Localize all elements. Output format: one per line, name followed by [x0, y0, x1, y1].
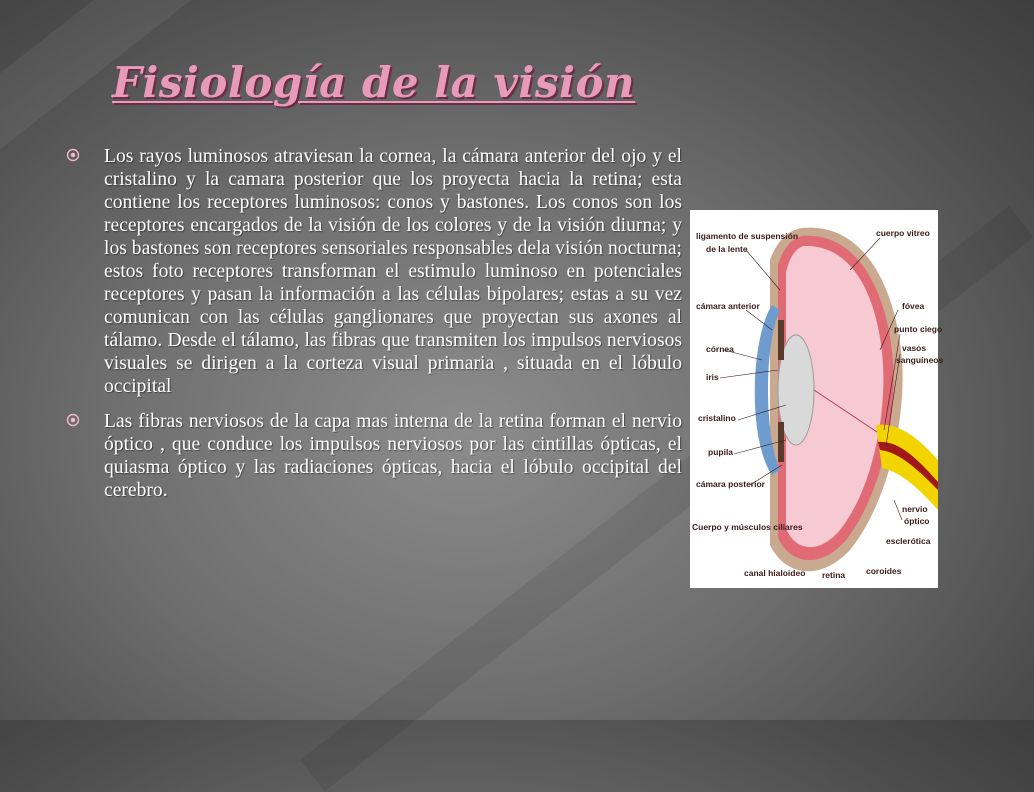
label-esclerotica: esclerótica [886, 536, 931, 546]
label-camara-posterior: cámara posterior [696, 479, 765, 489]
label-ligamento-2: de la lente [706, 244, 748, 254]
label-cuerpo-vitreo: cuerpo vitreo [876, 228, 930, 238]
label-sanguineos: sanguíneos [896, 355, 944, 365]
bullet-text: Los rayos luminosos atraviesan la cornea, la cámara anterior del ojo y el cristalino y la camara posterior que los proyecta hacia la retina; esta contiene los receptores luminosos: conos y bastones. Los conos son los receptores encargados de la visión de los colores y de la visión diurna; y los bastones son receptores sensoriales responsables dela visión nocturna; estos foto receptores transforman el estimulo luminoso en potenciales receptores y pasan la información a las células bipolares; estas a su vez comunican con las células ganglionares que proyectan sus axones al tálamo. Desde el tálamo, las fibras que transmiten los impulsos nerviosos visuales se dirigen a la corteza visual primaria , situada en el lóbulo occipital [104, 146, 682, 397]
optic-nerve-shape [876, 425, 938, 510]
label-cuerpo-ciliares: Cuerpo y músculos ciliares [692, 522, 803, 532]
eye-diagram-svg [690, 210, 944, 588]
bullet-item [66, 145, 682, 398]
bullet-list [66, 145, 682, 514]
circled-dot-bullet-icon [66, 148, 80, 162]
label-cornea: córnea [706, 344, 734, 354]
label-camara-anterior: cámara anterior [696, 301, 760, 311]
label-punto-ciego: punto ciego [894, 324, 943, 334]
label-canal-hialoideo: canal hialoideo [744, 568, 806, 578]
label-iris: iris [706, 372, 719, 382]
iris-shape [778, 320, 784, 360]
label-ligamento: ligamento de suspensión [696, 231, 799, 241]
label-pupila: pupila [708, 447, 734, 457]
label-retina: retina [822, 570, 846, 580]
eye-anatomy-diagram [690, 210, 944, 588]
label-cristalino: cristalino [698, 413, 736, 423]
label-optico: óptico [904, 516, 930, 526]
bullet-item [66, 410, 682, 502]
circled-dot-bullet-icon [66, 413, 80, 427]
label-vasos: vasos [902, 343, 927, 353]
bullet-text: Las fibras nerviosos de la capa mas interna de la retina forman el nervio óptico , que conduce los impulsos nerviosos por las cintillas ópticas, el quiasma óptico y las radiaciones ópticas, hacia el lóbulo occipital del cerebro. [104, 411, 682, 501]
label-fovea: fóvea [902, 301, 925, 311]
slide-title: Fisiología de la visión [112, 58, 636, 107]
label-nervio: nervio [902, 504, 928, 514]
label-coroides: coroides [866, 566, 902, 576]
